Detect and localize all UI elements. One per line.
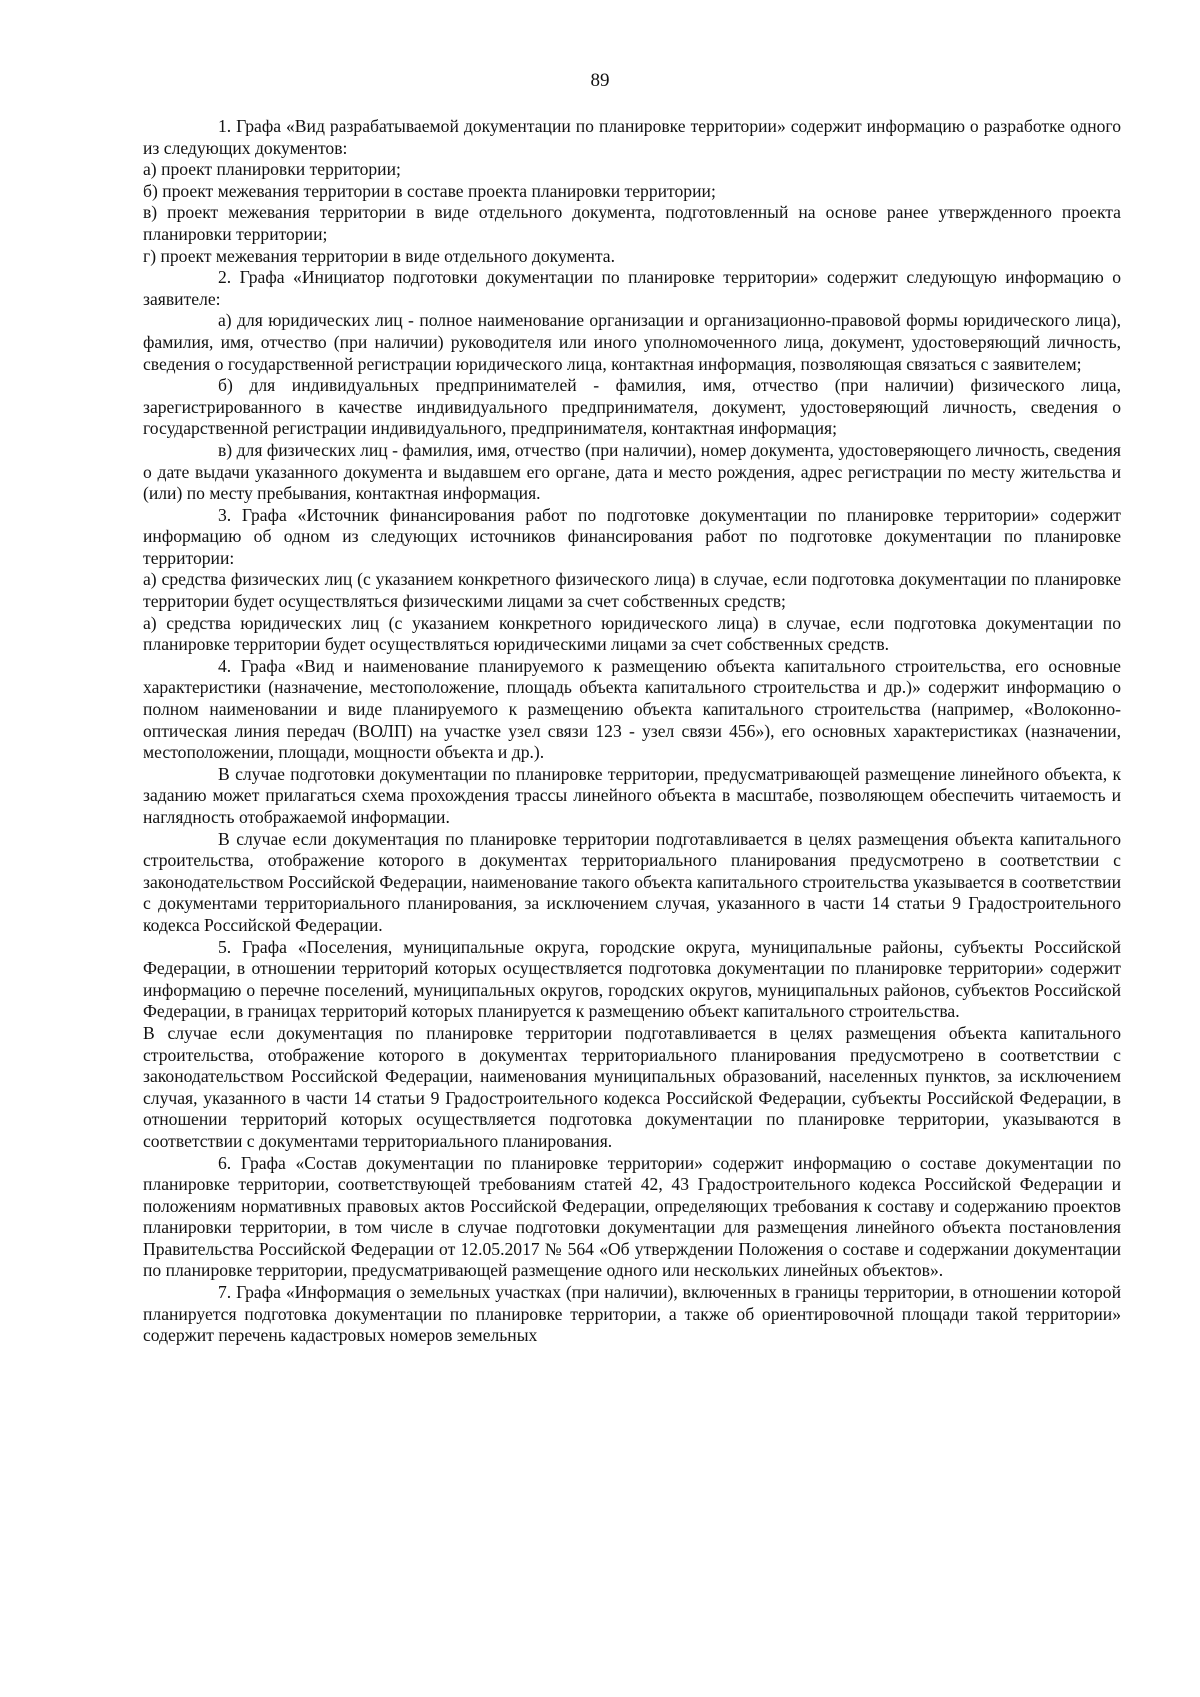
- paragraph: б) для индивидуальных предпринимателей - фамилия, имя, отчество (при наличии) физического лица, зарегистрированного в качестве индивидуального предпринимателя, документ, удостоверяющий личность, сведения о государственной регистрации индивидуального, предпринимателя, контактная информация;: [143, 375, 1121, 439]
- paragraph: 3. Графа «Источник финансирования работ по подготовке документации по планировке территории» содержит информацию об одном из следующих источников финансирования работ по подготовке документации по планировке территории:: [143, 504, 1121, 568]
- paragraph: 7. Графа «Информация о земельных участках (при наличии), включенных в границы территории, в отношении которой планируется подготовка документации по планировке территории, а также об ориентировочной площади такой территории» содержит перечень кадастровых номеров земельных: [143, 1282, 1121, 1346]
- paragraph: г) проект межевания территории в виде отдельного документа.: [143, 245, 616, 266]
- paragraph: В случае подготовки документации по планировке территории, предусматривающей размещение линейного объекта, к заданию может прилагаться схема прохождения трассы линейного объекта в масштабе, позволяющем обеспечить читаемость и наглядность отображаемой информации.: [143, 763, 1121, 827]
- paragraph: в) для физических лиц - фамилия, имя, отчество (при наличии), номер документа, удостоверяющего личность, сведения о дате выдачи указанного документа и выдавшем его органе, дата и место рождения, адрес регистрации по месту жительства и (или) по месту пребывания, контактная информация.: [143, 439, 1121, 504]
- paragraph: 6. Графа «Состав документации по планировке территории» содержит информацию о составе документации по планировке территории, соответствующей требованиям статей 42, 43 Градостроительного кодекса Российской Федерации и положениям нормативных правовых актов Российской Федерации, определяющих требования к составу и содержанию проектов планировки территории, в том числе в случае подготовки документации для размещения линейного объекта постановления Правительства Российской Федерации от 12.05.2017 № 564 «Об утверждении Положения о составе и содержании документации по планировке территории, предусматривающей размещение одного или нескольких линейных объектов».: [143, 1152, 1121, 1281]
- paragraph: 4. Графа «Вид и наименование планируемого к размещению объекта капитального строительства, его основные характеристики (назначение, местоположение, площадь объекта капитального строительства и др.)» содержит информацию о полном наименовании и виде планируемого к размещению объекта капитального строительства (например, «Волоконно-оптическая линия передач (ВОЛП) на участке узел связи 123 - узел связи 456»), его основных характеристиках (назначении, местоположении, площади, мощности объекта и др.).: [143, 655, 1121, 763]
- paragraph: 2. Графа «Инициатор подготовки документации по планировке территории» содержит следующую информацию о заявителе:: [143, 267, 1121, 309]
- paragraph: 1. Графа «Вид разрабатываемой документации по планировке территории» содержит информацию о разработке одного из следующих документов:: [143, 116, 1121, 158]
- paragraph: в) проект межевания территории в виде отдельного документа, подготовленный на основе ранее утвержденного проекта планировки территории;: [143, 202, 1121, 244]
- paragraph: а) проект планировки территории;: [143, 159, 401, 180]
- paragraph: В случае если документация по планировке территории подготавливается в целях размещения объекта капитального строительства, отображение которого в документах территориального планирования предусмотрено в соответствии с законодательством Российской Федерации, наименование такого объекта капитального строительства указывается в соответствии с документами территориального планирования, за исключением случая, указанного в части 14 статьи 9 Градостроительного кодекса Российской Федерации.: [143, 828, 1121, 935]
- document-body: [143, 116, 1121, 1347]
- paragraph: б) проект межевания территории в составе проекта планировки территории;: [143, 180, 716, 201]
- paragraph: 5. Графа «Поселения, муниципальные округа, городские округа, муниципальные районы, субъекты Российской Федерации, в отношении территорий которых осуществляется подготовка документации по планировке территории» содержит информацию о перечне поселений, муниципальных округов, городских округов, муниципальных районов, субъектов Российской Федерации, в границах территорий которых планируется к размещению объект капитального строительства.: [143, 936, 1121, 1022]
- paragraph: а) для юридических лиц - полное наименование организации и организационно-правовой формы юридического лица), фамилия, имя, отчество (при наличии) руководителя или иного уполномоченного лица, документ, удостоверяющий личность, сведения о государственной регистрации юридического лица, контактная информация, позволяющая связаться с заявителем;: [143, 310, 1121, 374]
- paragraph: а) средства физических лиц (с указанием конкретного физического лица) в случае, если подготовка документации по планировке территории будет осуществляться физическими лицами за счет собственных средств;: [143, 569, 1121, 612]
- page-number: 89: [590, 70, 610, 91]
- paragraph: В случае если документация по планировке территории подготавливается в целях размещения объекта капитального строительства, отображение которого в документах территориального планирования предусмотрено в соответствии с законодательством Российской Федерации, наименования муниципальных образований, населенных пунктов, за исключением случая, указанного в части 14 статьи 9 Градостроительного кодекса Российской Федерации, субъекты Российской Федерации, в отношении территорий которых осуществляется подготовка документации по планировке территории, указываются в соответствии с документами территориального планирования.: [143, 1022, 1121, 1151]
- paragraph: а) средства юридических лиц (с указанием конкретного юридического лица) в случае, если подготовка документации по планировке территории будет осуществляться юридическими лицами за счет собственных средств.: [143, 612, 1121, 655]
